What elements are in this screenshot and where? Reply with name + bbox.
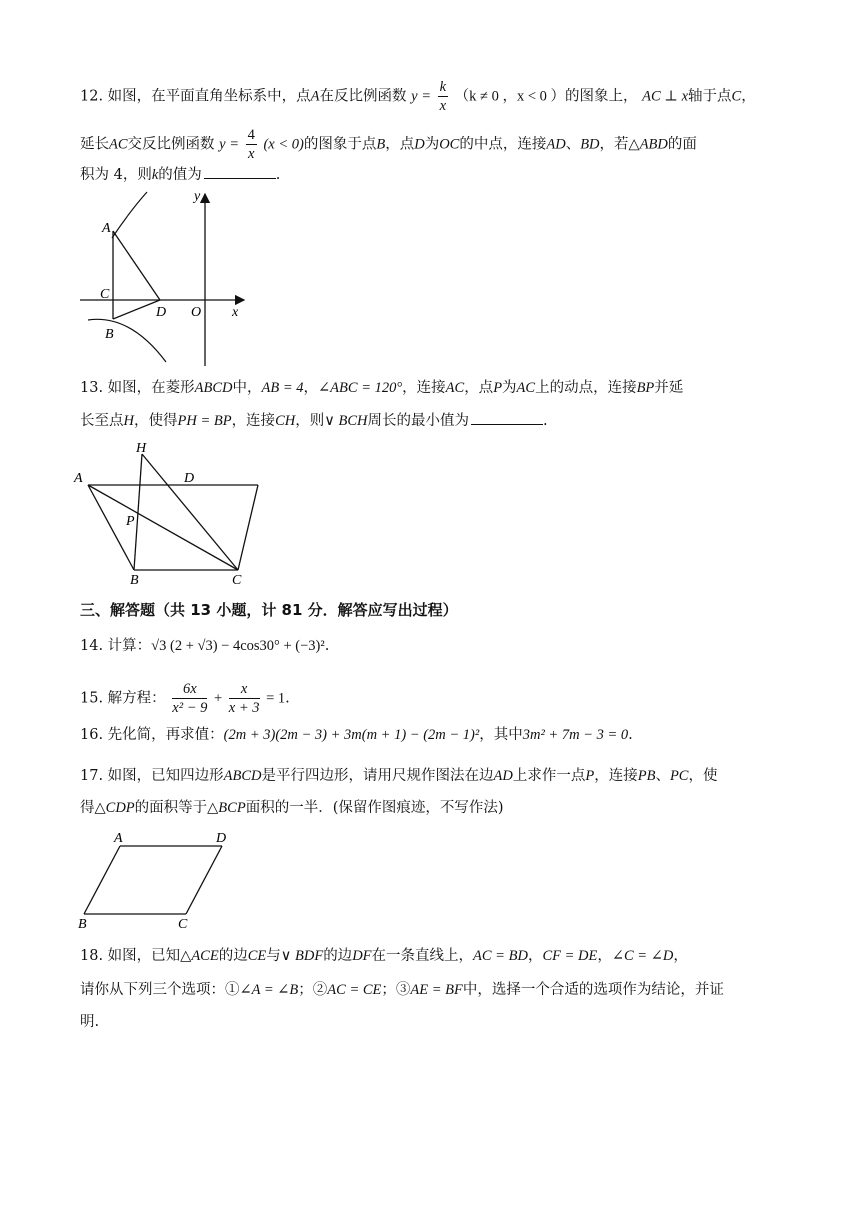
q13-ab: AB = 4 <box>261 380 304 396</box>
q17-label-d: D <box>216 831 227 846</box>
q13-label-b: B <box>130 573 139 588</box>
q12-func1-fraction: $\frac{k}{x}$ <box>439 79 447 114</box>
q12-text: 的值为 <box>158 167 202 183</box>
q18-text: ， <box>597 948 612 964</box>
q13-figure <box>72 438 262 590</box>
q15-fraction-2: $\frac{x}{x + 3}$ <box>228 681 260 716</box>
q17-number: 17. <box>80 768 104 784</box>
q18-condition-1: AC = BD <box>473 948 528 964</box>
q17-ad: AD <box>493 768 513 784</box>
q13-label-a: A <box>74 471 83 486</box>
q17-label-c: C <box>178 917 188 932</box>
q13-ac: AC <box>516 380 536 396</box>
q15-rhs: = 1 <box>266 690 286 707</box>
q17-abcd: ABCD <box>223 768 262 784</box>
q12-func2-cond: (x < 0) <box>263 136 304 153</box>
q18-df: DF <box>352 948 372 964</box>
q13-label-p: P <box>126 514 135 529</box>
q12-point-a: A <box>310 88 320 105</box>
q12-text: . <box>275 167 281 183</box>
q18-text: ；③ <box>381 982 411 998</box>
q12-figure <box>70 186 260 372</box>
q13-text: ，连接 <box>231 413 276 429</box>
q12-text: 、 <box>565 136 581 153</box>
q17-triangle-bcp: △BCP <box>207 800 246 816</box>
q13-text: 为 <box>502 380 517 396</box>
q13-text: 长至点 <box>80 413 124 429</box>
q12-func2-fraction: $\frac{4}{x}$ <box>247 127 255 162</box>
q13-angle: ∠ABC = 120° <box>318 380 403 396</box>
q12-line3 <box>80 164 280 185</box>
q13-text: 中， <box>232 380 262 396</box>
q18-text: 中，选择一个合适的选项作为结论，并证 <box>462 982 724 998</box>
q12-func2-lhs: y = <box>219 136 239 153</box>
q18-text: ， <box>673 948 688 964</box>
q18-triangle-bdf: ∨ BDF <box>280 948 324 964</box>
q17-pb: PB <box>637 768 656 784</box>
q18-condition-2: CF = DE <box>542 948 598 964</box>
q13-line1 <box>80 378 683 398</box>
q18-triangle-ace: △ACE <box>180 948 219 964</box>
q12-func1-cond: （k ≠ 0 ，x < 0 ）的图象上， <box>454 88 638 105</box>
q18-text: 的边 <box>323 948 353 964</box>
q18-text: 在一条直线上， <box>371 948 474 964</box>
q12-text: 的面 <box>667 136 697 153</box>
q13-triangle: ∨ BCH <box>324 413 368 429</box>
q12-label-c: C <box>100 287 110 302</box>
q13-text: 如图，在菱形 <box>107 380 195 396</box>
q13-text: 上的动点，连接 <box>535 380 637 396</box>
q13-text: . <box>542 413 548 429</box>
q12-triangle: △ABD <box>628 136 668 153</box>
q17-label-b: B <box>78 917 87 932</box>
q17-line2 <box>80 798 504 818</box>
q13-text: ，使得 <box>133 413 178 429</box>
q14-expression: √3 (2 + √3) − 4cos30° + (−3)² <box>151 638 325 654</box>
q12-perp: AC ⊥ x <box>642 88 689 105</box>
q17-text: 、 <box>655 768 670 784</box>
q18-ce: CE <box>247 948 267 964</box>
q13-ch: CH <box>275 413 296 429</box>
q15-number: 15. <box>80 690 104 707</box>
q12-bd: BD <box>580 136 600 153</box>
q18-text: 明. <box>80 1014 100 1030</box>
q17-segment-ab <box>84 846 120 914</box>
q12-text: 为 <box>424 136 440 153</box>
q18-line1 <box>80 946 688 966</box>
q17-text: 面积的一半．(保留作图痕迹，不写作法) <box>245 800 504 816</box>
q13-text: 周长的最小值为 <box>367 413 469 429</box>
q17-text: ，连接 <box>594 768 638 784</box>
q12-point-c: C <box>731 88 742 105</box>
q12-segment-ad <box>113 231 160 300</box>
q13-label-d: D <box>184 471 195 486</box>
q18-text: ；② <box>298 982 328 998</box>
q12-curve-lower <box>88 319 166 362</box>
q18-text: ， <box>527 948 543 964</box>
q12-text: ，若 <box>599 136 629 153</box>
q14-text: 计算： <box>107 638 152 654</box>
q12-text: ，点 <box>385 136 415 153</box>
section-heading: 三、解答题（共 13 小题，计 81 分．解答应写出过程） <box>80 601 458 619</box>
q15-plus: + <box>213 690 223 707</box>
q15-text: 解方程： <box>107 690 166 707</box>
q13-abcd: ABCD <box>194 380 233 396</box>
q13-text: 并延 <box>654 380 684 396</box>
q12-ac: AC <box>109 136 128 153</box>
q12-text: 交反比例函数 <box>127 136 215 153</box>
q16-expression: (2m + 3)(2m − 3) + 3m(m + 1) − (2m − 1)² <box>223 727 480 743</box>
q12-label-d: D <box>156 305 167 320</box>
q12-line2 <box>80 126 697 163</box>
q12-label-y: y <box>194 189 201 204</box>
q12-curve-upper <box>112 192 147 238</box>
q13-text: ，连接 <box>402 380 446 396</box>
q16-text: ，其中 <box>479 727 523 743</box>
q14-number: 14. <box>80 638 104 654</box>
q12-text: 在反比例函数 <box>319 88 407 105</box>
q17-text: 如图，已知四边形 <box>107 768 224 784</box>
q16-text: . <box>628 727 633 743</box>
q13-p: P <box>493 380 503 396</box>
q13-label-c: C <box>232 573 242 588</box>
q12-answer-blank[interactable] <box>204 164 276 179</box>
q12-text: 积为 4，则 <box>80 167 152 183</box>
q12-segment-bd <box>113 300 160 319</box>
q17-text: 得 <box>80 800 95 816</box>
q12-text: ， <box>741 88 756 105</box>
q17-p: P <box>585 768 595 784</box>
q14-text: . <box>324 638 330 654</box>
q13-ph: PH = BP <box>177 413 232 429</box>
q17-text: 是平行四边形，请用尺规作图法在边 <box>261 768 494 784</box>
q13-ac: AC <box>445 380 465 396</box>
q18-text: 与 <box>266 948 281 964</box>
q18-text: 如图，已知 <box>107 948 181 964</box>
q12-label-a: A <box>102 221 111 236</box>
q13-text: ，点 <box>464 380 494 396</box>
q17-text: 的面积等于 <box>134 800 208 816</box>
q12-k: k <box>151 167 159 183</box>
q17-triangle-cdp: △CDP <box>94 800 135 816</box>
q13-line2 <box>80 410 548 431</box>
q18-option-1: ∠A = ∠B <box>239 982 299 998</box>
q16-number: 16. <box>80 727 104 743</box>
q13-label-h: H <box>136 441 147 456</box>
q17-text: 上求作一点 <box>512 768 586 784</box>
q12-label-o: O <box>191 305 202 320</box>
q12-label-b: B <box>105 327 114 342</box>
q13-text: ，则 <box>295 413 325 429</box>
q13-h: H <box>123 413 134 429</box>
q12-oc: OC <box>439 136 460 153</box>
q12-point-b: B <box>376 136 386 153</box>
q16-condition: 3m² + 7m − 3 = 0 <box>522 727 629 743</box>
q17-text: ，使 <box>688 768 718 784</box>
q18-number: 18. <box>80 948 104 964</box>
q17-line1 <box>80 766 717 786</box>
q12-text: 延长 <box>80 136 109 153</box>
q17-label-a: A <box>114 831 123 846</box>
q13-segment-dc <box>238 485 258 570</box>
q12-text: 的图象于点 <box>303 136 377 153</box>
q12-ad: AD <box>546 136 566 153</box>
q12-line1 <box>80 78 756 115</box>
q13-text: ， <box>303 380 319 396</box>
q12-label-x: x <box>232 305 239 320</box>
q14-line <box>80 636 329 656</box>
q15-fraction-1: $\frac{6x}{\text{x² − 9}}$ <box>172 681 208 716</box>
q13-answer-blank[interactable] <box>471 410 543 425</box>
q17-figure <box>72 826 242 934</box>
q17-segment-dc <box>186 846 222 914</box>
q12-func1-lhs: y = <box>411 88 431 105</box>
q18-text: 的边 <box>218 948 248 964</box>
q15-text: . <box>285 690 290 707</box>
q16-line <box>80 725 633 745</box>
q18-option-3: AE = BF <box>410 982 463 998</box>
q18-line2 <box>80 980 724 1000</box>
q15-line <box>80 680 290 717</box>
q12-point-d: D <box>414 136 425 153</box>
q13-number: 13. <box>80 380 104 396</box>
q16-text: 先化简，再求值： <box>107 727 224 743</box>
q18-text: 请你从下列三个选项：① <box>80 982 240 998</box>
q12-number: 12. <box>80 88 104 105</box>
q12-text: 的中点，连接 <box>459 136 547 153</box>
q12-text: 轴于点 <box>688 88 732 105</box>
q17-pc: PC <box>669 768 689 784</box>
q18-condition-3: ∠C = ∠D <box>611 948 674 964</box>
q13-bp: BP <box>636 380 655 396</box>
q18-line3 <box>80 1012 99 1032</box>
q12-text: 如图，在平面直角坐标系中，点 <box>107 88 311 105</box>
q18-option-2: AC = CE <box>327 982 382 998</box>
